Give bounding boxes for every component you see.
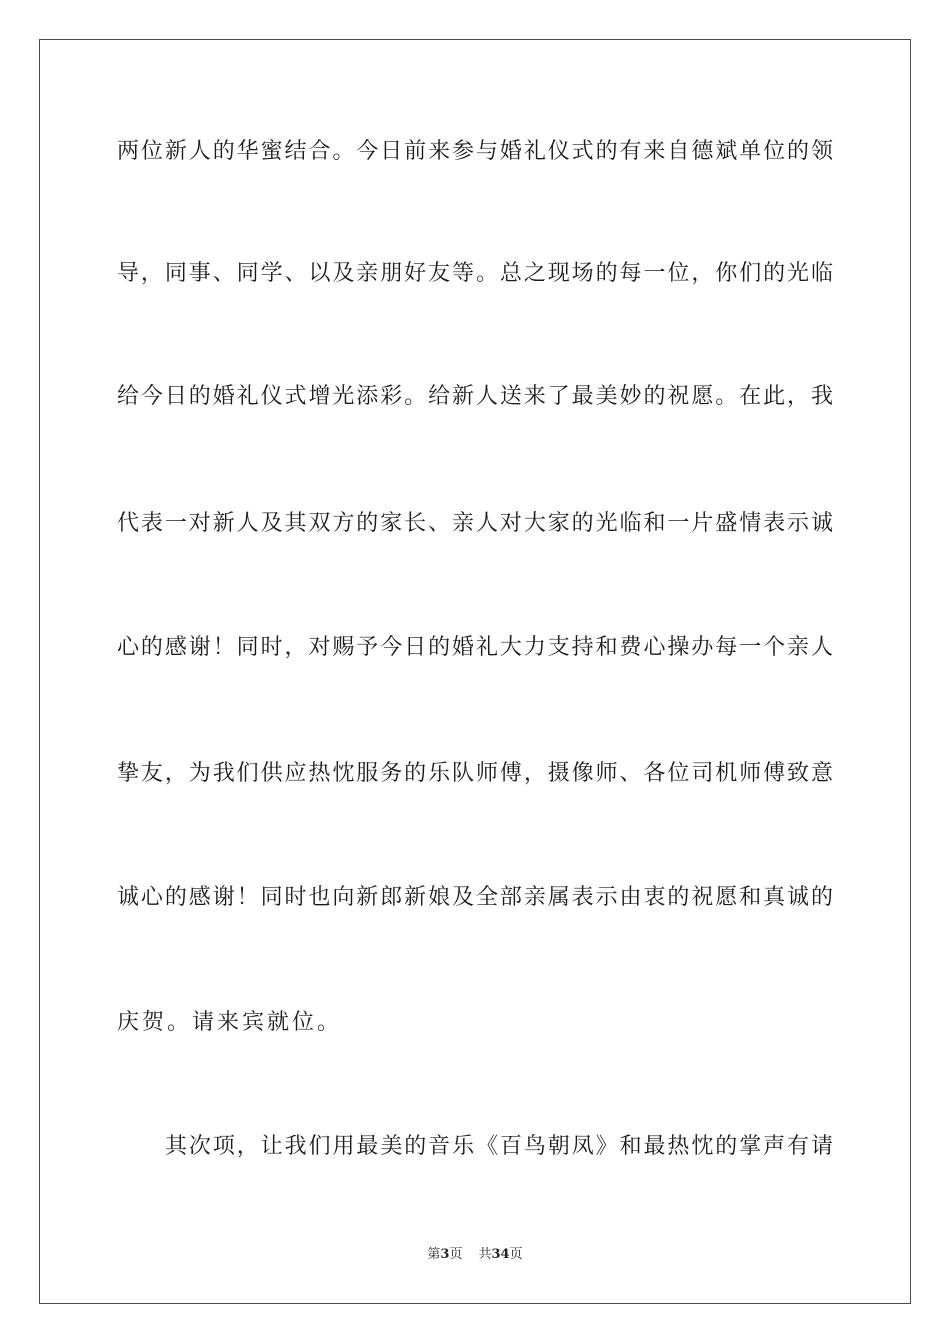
page-prefix: 第	[427, 1247, 441, 1262]
page-suffix: 页	[449, 1247, 463, 1262]
page-number: 3	[440, 1247, 450, 1262]
total-prefix: 共	[478, 1247, 492, 1262]
text-line-7: 诚心的感谢！同时也向新郎新娘及全部亲属表示由衷的祝愿和真诚的	[117, 885, 833, 910]
text-line-4: 代表一对新人及其双方的家长、亲人对大家的光临和一片盛情表示诚	[117, 511, 833, 536]
total-pages: 34	[491, 1247, 510, 1262]
text-line-3: 给今日的婚礼仪式增光添彩。给新人送来了最美妙的祝愿。在此，我	[117, 384, 833, 409]
text-line-6: 挚友，为我们供应热忱服务的乐队师傅，摄像师、各位司机师傅致意	[117, 761, 833, 786]
text-line-8: 庆贺。请来宾就位。	[117, 1010, 343, 1035]
text-line-2: 导，同事、同学、以及亲朋好友等。总之现场的每一位，你们的光临	[117, 261, 833, 286]
text-line-1: 两位新人的华蜜结合。今日前来参与婚礼仪式的有来自德斌单位的领	[117, 139, 833, 164]
page-border	[39, 39, 911, 1304]
text-line-5: 心的感谢！同时，对赐予今日的婚礼大力支持和费心操办每一个亲人	[117, 635, 833, 660]
text-line-9-paragraph-start: 其次项，让我们用最美的音乐《百鸟朝凤》和最热忱的掌声有请	[165, 1134, 833, 1159]
total-suffix: 页	[509, 1247, 523, 1262]
page-footer	[0, 1246, 950, 1264]
